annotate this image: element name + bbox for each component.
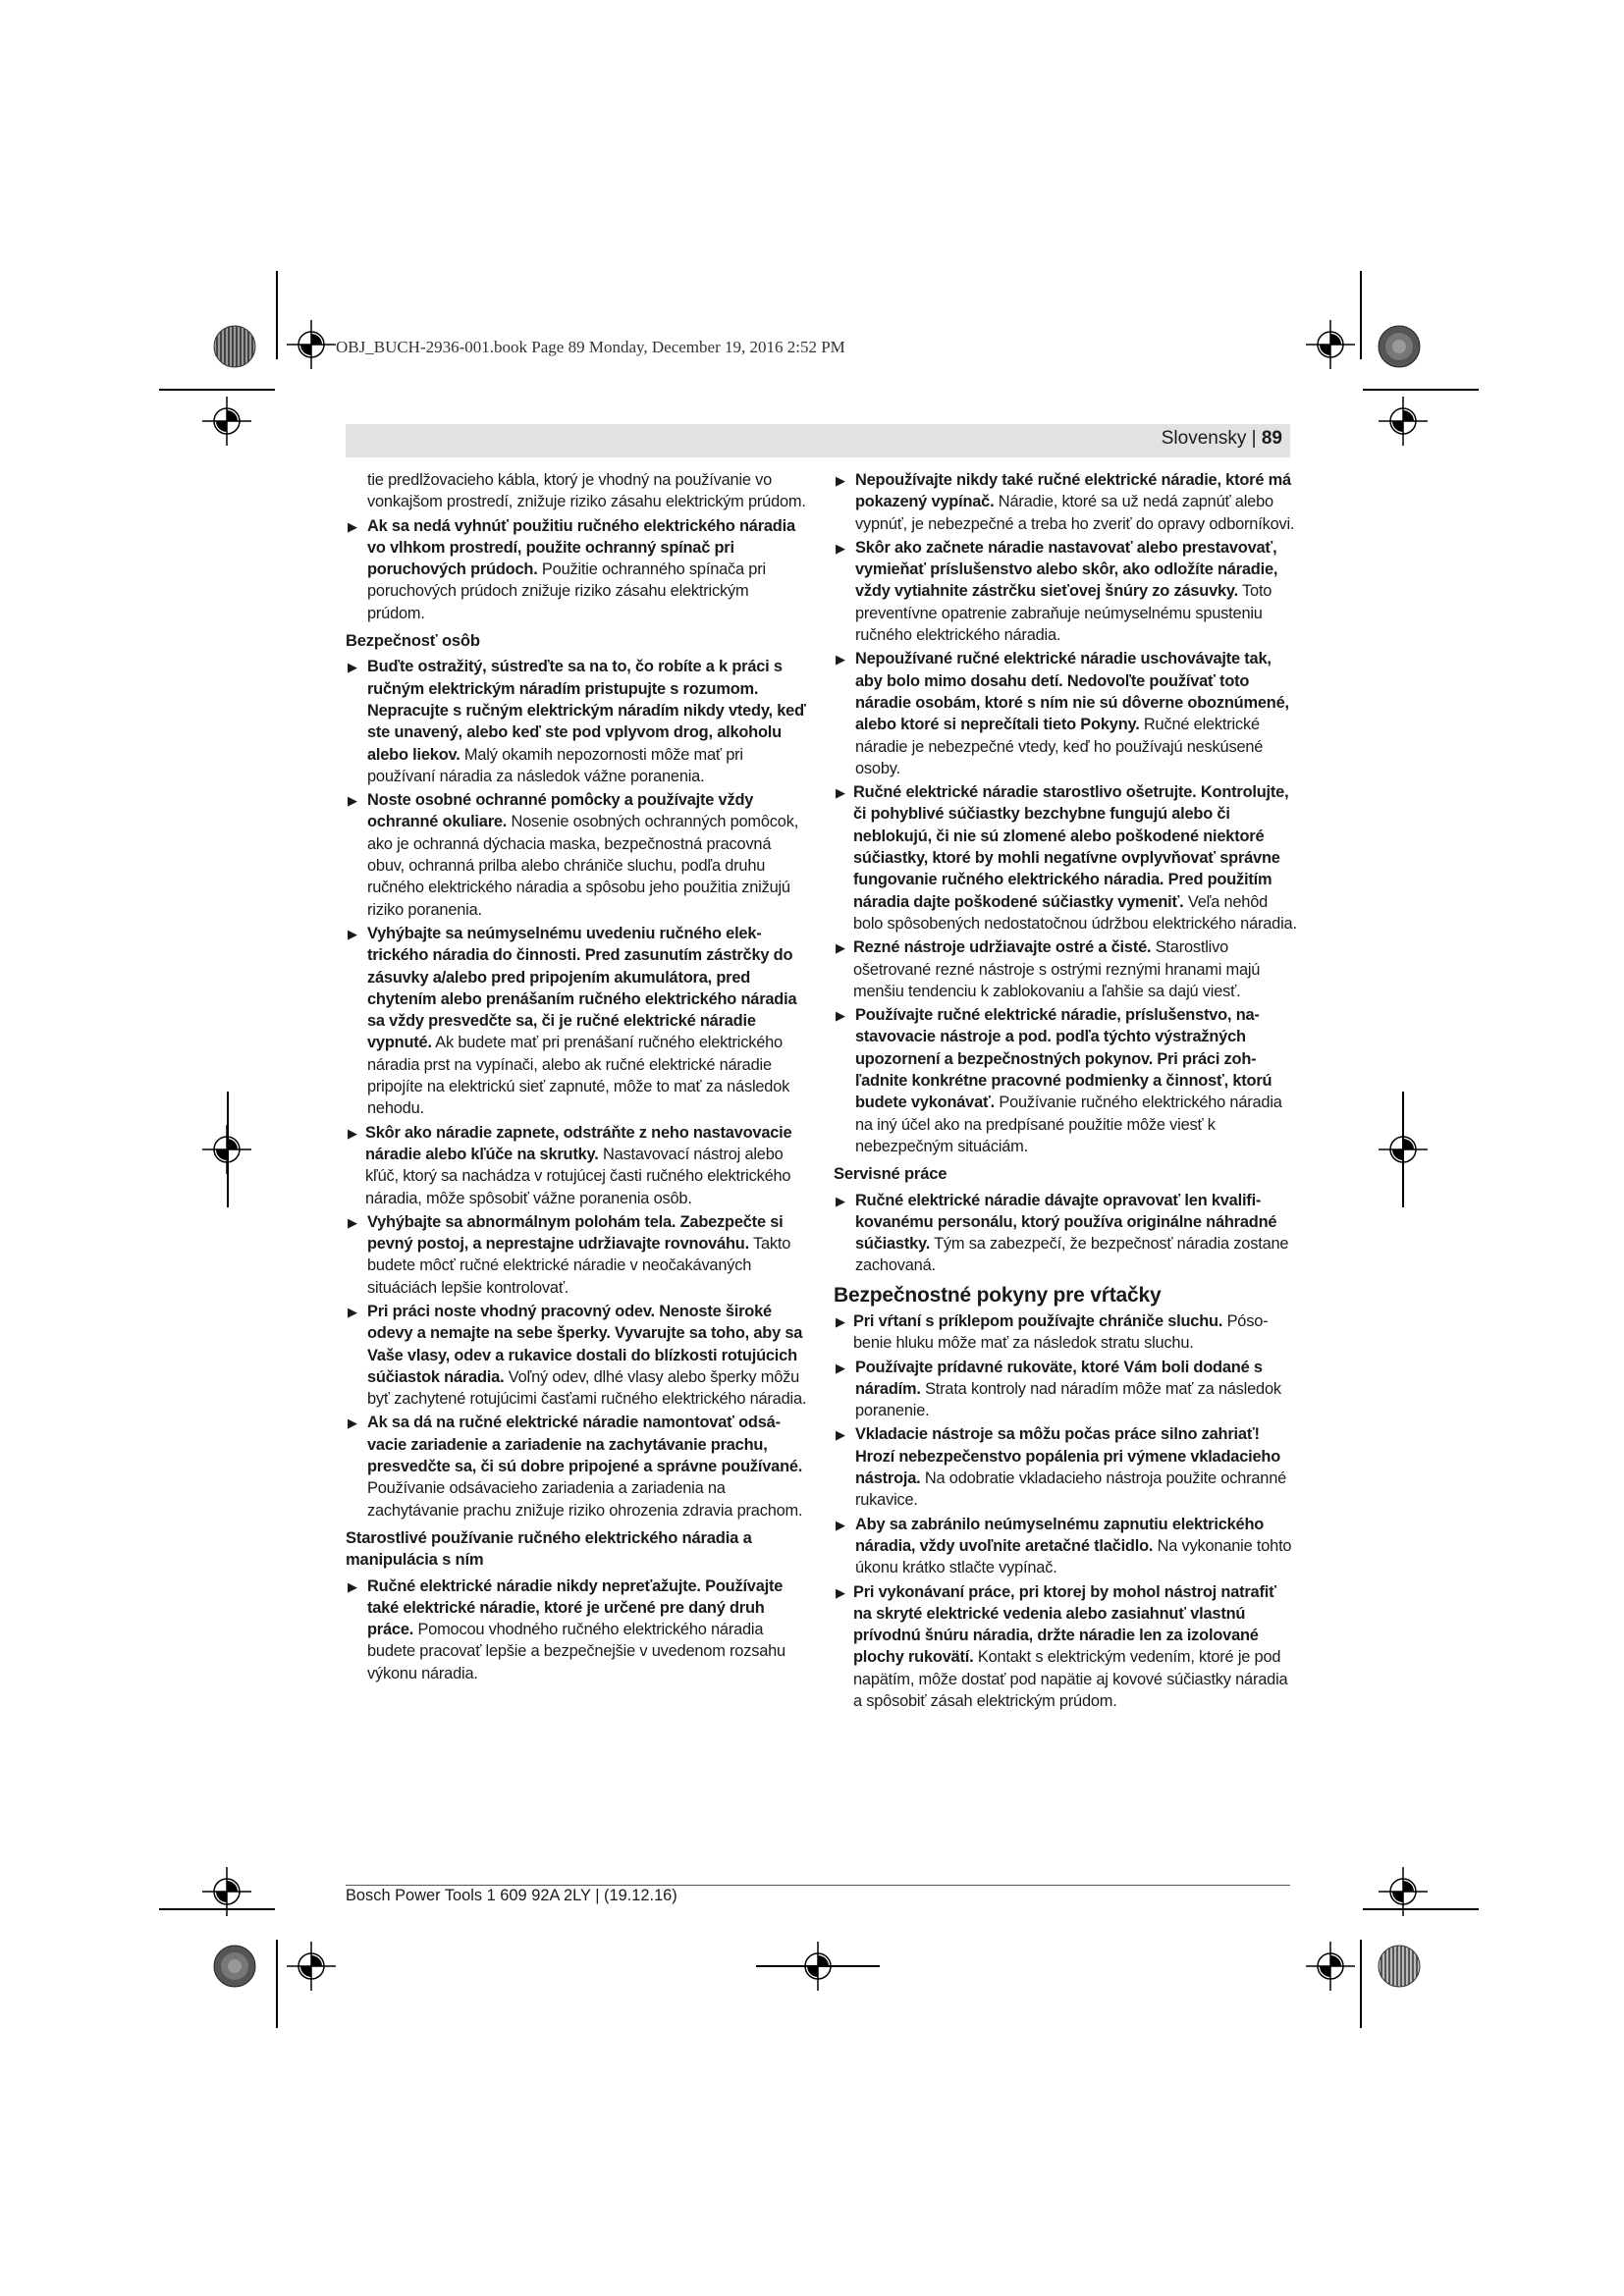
safety-list-item <box>834 648 1297 779</box>
instruction-bold: Nepoužívajte nikdy také ručné elektrické náradie, ktoré má pokazený vypínač. <box>855 471 1291 511</box>
instruction-explanation: Nosenie osobných ochranných pomôcok, ako je ochranná dýchacia maska, bezpečnostná pracovná obuv, ochranná prilba alebo chrániče sluchu, podľa druhu ručného elektrického náradia a spôsobu jeho použitia znižujú riziko poranenia. <box>367 813 799 919</box>
crop-line-top-right-horizontal <box>1363 389 1479 391</box>
triangle-bullet-icon: ▶ <box>836 652 845 667</box>
header-band <box>346 424 1290 457</box>
section-heading: Bezpečnostné pokyny pre vŕtačky <box>834 1283 1162 1307</box>
triangle-bullet-icon: ▶ <box>836 540 845 556</box>
safety-list-item <box>834 1581 1297 1713</box>
crop-line-top-left-vertical <box>276 271 278 359</box>
safety-list-item <box>346 515 809 624</box>
safety-list-item <box>346 1301 809 1410</box>
triangle-bullet-icon: ▶ <box>348 1578 357 1594</box>
page-number: 89 <box>1261 428 1282 449</box>
safety-list-item <box>834 1190 1297 1277</box>
safety-list-item <box>346 1412 809 1521</box>
running-head-separator: | <box>1246 428 1262 449</box>
color-registration-mark-top-left <box>212 324 257 369</box>
right-column <box>834 469 1297 1714</box>
instruction-explanation: Na vykonanie tohto úkonu krátko stlačte vypínač. <box>855 1536 1292 1577</box>
safety-list-item <box>346 789 809 921</box>
triangle-bullet-icon: ▶ <box>836 940 845 956</box>
instruction-bold: Nepoužívané ručné elektrické náradie uschovávajte tak, aby bolo mimo dosahu detí. Nedovoľte používať toto náradie osobám, ktoré s ním nie sú dôverne oboznúmené, alebo ktoré si neprečítali tieto Pokyny. <box>855 650 1289 734</box>
triangle-bullet-icon: ▶ <box>836 1313 845 1329</box>
instruction-explanation: Malý okamih nepozornosti môže mať pri používaní náradia za následok vážne poranenia. <box>367 745 743 785</box>
safety-list-item <box>834 537 1297 646</box>
crop-line-bottom-left-vertical <box>276 1940 278 2028</box>
triangle-bullet-icon: ▶ <box>348 660 357 675</box>
instruction-bold: Vkladacie nástroje sa môžu počas práce silno zahriať! Hrozí nebezpečenstvo popálenia pri výmene vkladacieho nástroja. <box>855 1425 1281 1488</box>
left-column <box>346 469 809 1686</box>
crosshair-mark-right-upper <box>1379 397 1428 446</box>
instruction-bold: Ručné elektrické náradie starostlivo ošetrujte. Kontrolujte, či pohyblivé súčiastky bezchybne fungujú alebo či neblokujú, či nie sú zlomené alebo poškodené niektoré súčiastky, ktoré by mohli negatívne ovplyvňovať správne fungovanie ručného elektrického náradia. Pred použitím náradia dajte poškodené súčiastky vymeniť. <box>853 783 1289 911</box>
safety-list-item <box>834 781 1297 934</box>
instruction-bold: Ak sa nedá vyhnúť použitiu ručného elektrického náradia vo vlhkom prostredí, použite ochranný spínač pri poruchových prúdoch. <box>367 516 795 579</box>
instruction-bold: Vyhýbajte sa neúmyselnému uvedeniu ručného elektrického náradia do činnosti. Pred zasunutím zástrčky do zásuvky a/alebo pred pripojením akumulátora, pred chytením alebo prenášaním ručného elektrického náradia sa vždy presvedčte sa, či je ručné elektrické náradie vypnuté. <box>367 924 797 1052</box>
footer-rule <box>346 1885 1290 1886</box>
crop-line-left-middle <box>227 1092 229 1207</box>
instruction-explanation: Strata kontroly nad náradím môže mať za následok poranenie. <box>855 1379 1281 1420</box>
instruction-bold: Ručné elektrické náradie nikdy nepreťažujte. Používajte také elektrické náradie, ktoré je určené pre daný druh práce. <box>367 1576 784 1639</box>
safety-list-item <box>346 923 809 1120</box>
crop-line-right-middle <box>1402 1092 1404 1207</box>
triangle-bullet-icon: ▶ <box>348 1415 357 1431</box>
color-registration-mark-bottom-left <box>212 1944 257 1989</box>
triangle-bullet-icon: ▶ <box>836 1193 845 1208</box>
crop-line-top-right-vertical <box>1360 271 1362 359</box>
instruction-explanation: Použitie ochranného spínača pri poruchových prúdoch znižuje riziko zásahu elektrickým prúdom. <box>367 561 766 622</box>
triangle-bullet-icon: ▶ <box>836 1360 845 1375</box>
safety-list-item <box>346 1211 809 1299</box>
footer-text: Bosch Power Tools 1 609 92A 2LY | (19.12.16) <box>346 1887 677 1904</box>
instruction-explanation: Používanie odsávacieho zariadenia a zariadenia na zachytávanie prachu znižuje riziko ohrozenia zdravia prachom. <box>367 1479 803 1520</box>
crosshair-mark-left-upper <box>202 397 251 446</box>
instruction-explanation: Toto preventívne opatrenie zabraňuje neúmyselnému spusteniu ručného elektrického náradia. <box>855 582 1272 645</box>
instruction-bold: Skôr ako začnete náradie nastavovať alebo prestavovať, vymieňať príslušenstvo alebo skôr, ako odložíte náradie, vždy vytiahnite zástrčku sieťovej šnúry zo zásuvky. <box>855 538 1278 601</box>
instruction-explanation: Tým sa zabezpečí, že bezpečnosť náradia zostane zachovaná. <box>855 1235 1289 1275</box>
instruction-explanation: Ak budete mať pri prenášaní ručného elektrického náradia prst na vypínači, alebo ak ručné elektrické náradie pripojíte na elektrickú sieť zapnuté, môže to mať za následok nehodu. <box>367 1034 790 1118</box>
crosshair-mark-bottom-left <box>287 1942 336 1991</box>
triangle-bullet-icon: ▶ <box>836 473 845 488</box>
triangle-bullet-icon: ▶ <box>348 518 357 534</box>
instruction-bold: Pri práci noste vhodný pracovný odev. Nenoste široké odevy a nemajte na sebe šperky. Vyvarujte sa toho, aby sa Vaše vlasy, odev a rukavice dostali do blízkosti rotujúcich súčiastok náradia. <box>367 1302 803 1386</box>
instruction-explanation: Voľný odev, dlhé vlasy alebo šperky môžu byť zachytené rotujúcimi časťami ručného elektrického náradia. <box>367 1367 807 1409</box>
instruction-bold: Noste osobné ochranné pomôcky a používajte vždy ochranné okuliare. <box>367 791 754 831</box>
instruction-bold: Ak sa dá na ručné elektrické náradie namontovať odsávacie zariadenie a zariadenie na zachytávanie prachu, presvedčte sa, či sú dobre pripojené a správne používané. <box>367 1414 803 1476</box>
running-head <box>1162 428 1290 450</box>
safety-list-item <box>834 1357 1297 1422</box>
safety-list-item <box>834 1310 1297 1355</box>
safety-list-item <box>834 936 1297 1002</box>
instruction-bold: Vyhýbajte sa abnormálnym polohám tela. Zabezpečte si pevný postoj, a neprestajne udržiavajte rovnováhu. <box>367 1212 784 1254</box>
safety-list-item <box>834 1004 1297 1157</box>
triangle-bullet-icon: ▶ <box>348 926 357 941</box>
crop-line-bottom-left-horizontal <box>159 1908 275 1910</box>
triangle-bullet-icon: ▶ <box>348 1304 357 1319</box>
instruction-explanation: Takto budete môcť ručné elektrické náradie v neočakávaných situáciách lepšie kontrolovať. <box>367 1235 791 1297</box>
instruction-explanation: Pomocou vhodného ručného elektrického náradia budete pracovať lepšie a bezpečnejšie v uvedenom rozsahu výkonu náradia. <box>367 1621 785 1682</box>
paragraph: tie predlžovacieho kábla, ktorý je vhodný na používanie vo vonkajšom prostredí, znižuje riziko zásahu elektrickým prúdom. <box>367 471 806 511</box>
running-head-language: Slovensky <box>1161 428 1247 449</box>
safety-list-item <box>346 656 809 787</box>
safety-list-item <box>834 469 1297 535</box>
instruction-bold: Buďte ostražitý, sústreďte sa na to, čo robíte a k práci s ručným elektrickým náradím pristupujte s rozumom. Nepracujte s ručným elektrickým náradím nikdy vtedy, keď ste unavený, alebo keď ste pod vplyvom drog, alkoholu alebo liekov. <box>367 658 806 764</box>
triangle-bullet-icon: ▶ <box>836 785 845 801</box>
instruction-explanation: Pósobenie hluku môže mať za následok stratu sluchu. <box>853 1311 1269 1353</box>
instruction-bold: Skôr ako náradie zapnete, odstráňte z neho nastavovacie náradie alebo kľúče na skrutky. <box>365 1123 792 1163</box>
crop-line-bottom-right-vertical <box>1360 1940 1362 2028</box>
instruction-explanation: Používanie ručného elektrického náradia na iný účel ako na predpísané použitie môže viesť k nebezpečným situáciám. <box>855 1094 1282 1155</box>
print-header: OBJ_BUCH-2936-001.book Page 89 Monday, December 19, 2016 2:52 PM <box>336 338 845 356</box>
crop-line-bottom-right-horizontal <box>1363 1908 1479 1910</box>
safety-list-item <box>834 1423 1297 1511</box>
instruction-explanation: Ručné elektrické náradie je nebezpečné vtedy, keď ho používajú neskúsené osoby. <box>855 716 1264 777</box>
instruction-bold: Rezné nástroje udržiavajte ostré a čisté. <box>853 938 1152 957</box>
triangle-bullet-icon: ▶ <box>836 1584 845 1600</box>
safety-list-item <box>834 1514 1297 1579</box>
triangle-bullet-icon: ▶ <box>348 1125 357 1141</box>
crop-line-top-left-horizontal <box>159 389 275 391</box>
instruction-bold: Používajte prídavné rukoväte, ktoré Vám boli dodané s náradím. <box>855 1358 1263 1398</box>
triangle-bullet-icon: ▶ <box>836 1517 845 1532</box>
instruction-bold: Pri vykonávaní práce, pri ktorej by mohol nástroj natrafiť na skryté elektrické vedenia alebo zasiahnuť vlastnú prívodnú šnúru náradia, držte náradie len za izolované plochy rukovätí. <box>853 1582 1276 1667</box>
safety-list-item <box>346 1122 809 1209</box>
color-registration-mark-top-right <box>1377 324 1422 369</box>
crosshair-mark-bottom-right <box>1306 1942 1355 1991</box>
instruction-explanation: Náradie, ktoré sa už nedá zapnúť alebo vypnúť, je nebezpečné a treba ho zveriť do opravy odborníkovi. <box>855 493 1295 533</box>
instruction-bold: Pri vŕtaní s príklepom používajte chrániče sluchu. <box>853 1311 1223 1330</box>
subsection-heading: Bezpečnosť osôb <box>346 631 480 651</box>
triangle-bullet-icon: ▶ <box>836 1008 845 1024</box>
subsection-heading: Servisné práce <box>834 1164 947 1184</box>
triangle-bullet-icon: ▶ <box>348 793 357 809</box>
instruction-explanation: Nastavovací nástroj alebo kľúč, ktorý sa nachádza v rotujúcej časti ručného elektrického náradia, môže spôsobiť vážne poranenia osôb. <box>365 1145 791 1207</box>
instruction-explanation: Starostlivo ošetrované rezné nástroje s ostrými reznými hranami majú menšiu tendenciu k zablokovaniu a ľahšie sa dajú viesť. <box>853 938 1261 1000</box>
crop-line-bottom-center <box>756 1965 880 1967</box>
triangle-bullet-icon: ▶ <box>836 1427 845 1443</box>
instruction-explanation: Kontakt s elektrickým vedením, ktoré je pod napätím, môže dostať pod napätie aj kovové súčiastky náradia a spôsobiť zásah elektrickým prúdom. <box>853 1648 1288 1711</box>
color-registration-mark-bottom-right <box>1377 1944 1422 1989</box>
crosshair-mark-top-left <box>287 320 336 369</box>
instruction-bold: Aby sa zabránilo neúmyselnému zapnutiu elektrického náradia, vždy uvoľnite aretačné tlačidlo. <box>855 1515 1265 1555</box>
crosshair-mark-top-right <box>1306 320 1355 369</box>
safety-list-item <box>346 1575 809 1684</box>
triangle-bullet-icon: ▶ <box>348 1214 357 1230</box>
instruction-bold: Používajte ručné elektrické náradie, príslušenstvo, nastavovacie nástroje a pod. podľa týchto výstražných upozornení a bezpečnostných pokynov. Pri práci zohľadnite konkrétne pracovné podmienky a činnosť, ktorú budete vykonávať. <box>855 1006 1272 1112</box>
subsection-heading: Starostlivé používanie ručného elektrického náradia a manipulácia s ním <box>346 1527 752 1570</box>
instruction-explanation: Veľa nehôd bolo spôsobených nedostatočnou údržbou elektrického náradia. <box>853 892 1297 933</box>
instruction-bold: Ručné elektrické náradie dávajte opravovať len kvalifikovanému personálu, ktorý používa originálne náhradné súčiastky. <box>855 1191 1277 1254</box>
instruction-explanation: Na odobratie vkladacieho nástroja použite ochranné rukavice. <box>855 1469 1287 1510</box>
